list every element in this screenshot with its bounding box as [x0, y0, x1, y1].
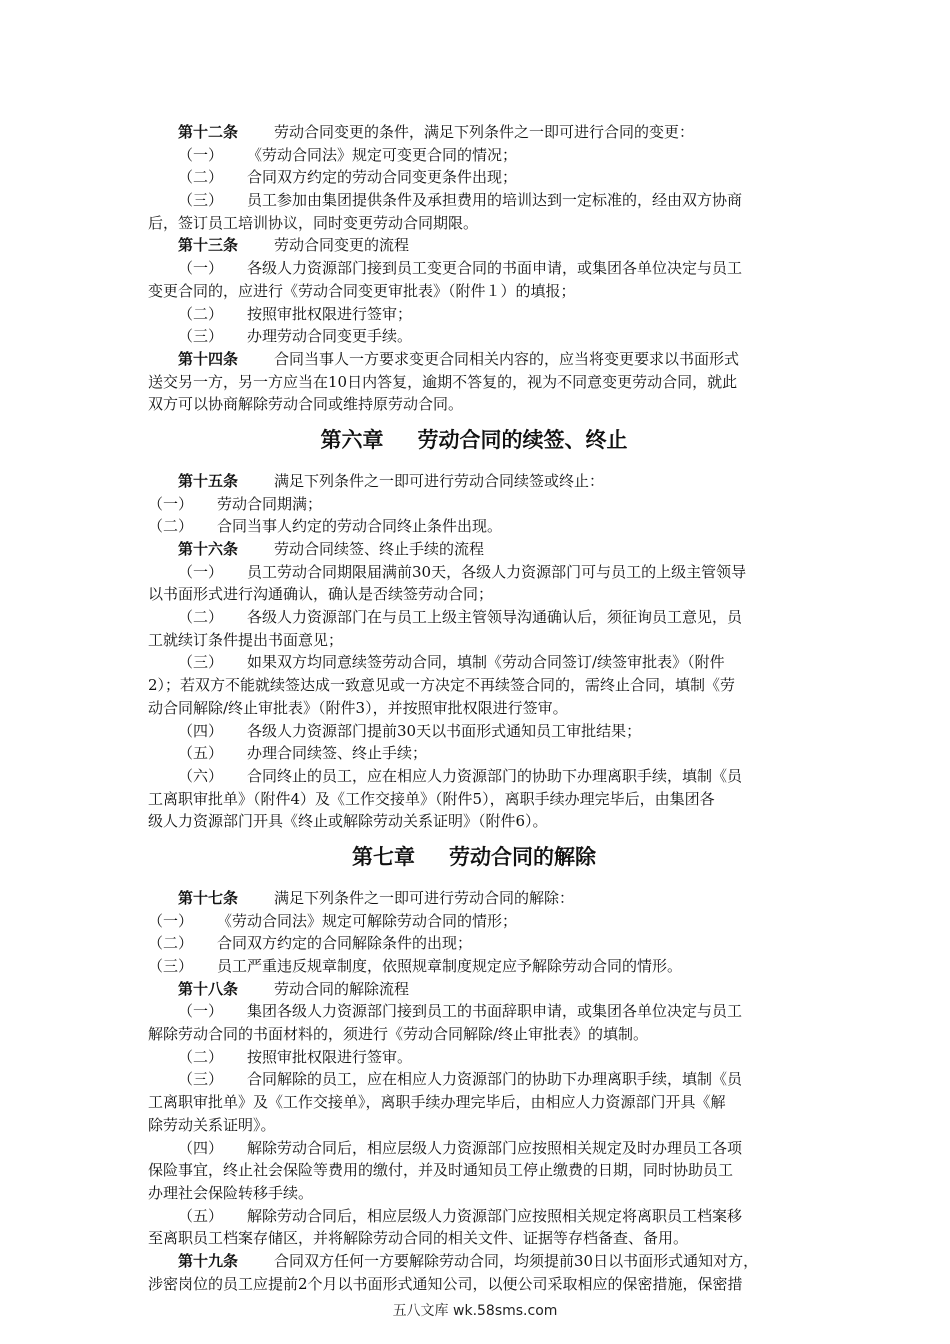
list-item [148, 1205, 800, 1228]
list-item [148, 955, 800, 978]
article-15 [148, 470, 800, 493]
article-text: 劳动合同变更的条件，满足下列条件之一即可进行合同的变更： [274, 123, 695, 141]
list-item [148, 932, 800, 955]
item-number: （六） [178, 766, 224, 785]
item-number: （四） [178, 1138, 224, 1157]
article-text: 劳动合同变更的流程 [274, 236, 410, 255]
article-text: 合同当事人一方要求变更合同相关内容的，应当将变更要求以书面形式 [274, 349, 740, 368]
item-number: （一） [178, 145, 224, 164]
item-number: （一） [148, 911, 194, 930]
chapter-number: 第六章 [320, 427, 384, 452]
article-19 [148, 1250, 800, 1273]
continuation-line: 涉密岗位的员工应提前2个月以书面形式通知公司，以便公司采取相应的保密措施，保密措 [148, 1274, 743, 1293]
article-18 [148, 978, 800, 1001]
article-text: 合同双方任何一方要解除劳动合同，均须提前30日以书面形式通知对方， [274, 1251, 759, 1270]
item-text: 员工劳动合同期限届满前30天，各级人力资源部门可与员工的上级主管领导 [247, 562, 747, 581]
article-text: 满足下列条件之一即可进行劳动合同续签或终止： [274, 471, 605, 490]
article-text: 劳动合同的解除流程 [274, 979, 410, 998]
continuation-line: 解除劳动合同的书面材料的，须进行《劳动合同解除/终止审批表》的填制。 [148, 1025, 649, 1044]
list-item [148, 303, 800, 326]
list-item [148, 606, 800, 629]
item-number: （二） [178, 168, 224, 187]
item-text: 各级人力资源部门接到员工变更合同的书面申请，或集团各单位决定与员工 [247, 259, 743, 278]
list-item [148, 720, 800, 743]
article-title: 第十六条 [178, 540, 239, 558]
chapter-title: 劳动合同的续签、终止 [417, 427, 628, 452]
continuation-line: 动合同解除/终止审批表》（附件3），并按照审批权限进行签审。 [148, 698, 568, 717]
item-number: （一） [148, 494, 194, 513]
article-title: 第十九条 [178, 1251, 239, 1270]
item-number: （三） [178, 1070, 224, 1089]
chapter-6-heading [148, 420, 800, 460]
item-text: 合同双方约定的合同解除条件的出现； [217, 934, 473, 953]
item-text: 解除劳动合同后，相应层级人力资源部门应按照相关规定将离职员工档案移 [247, 1206, 743, 1225]
list-item [148, 1068, 800, 1091]
article-text: 劳动合同续签、终止手续的流程 [274, 540, 485, 558]
item-number: （一） [178, 259, 224, 278]
list-item [148, 561, 800, 584]
item-text: 办理合同续签、终止手续； [247, 744, 428, 763]
article-title: 第十八条 [178, 979, 239, 998]
item-text: 合同解除的员工，应在相应人力资源部门的协助下办理离职手续，填制《员 [247, 1070, 743, 1089]
item-text: 员工严重违反规章制度，依照规章制度规定应予解除劳动合同的情形。 [217, 957, 683, 975]
continuation-line: 以书面形式进行沟通确认，确认是否续签劳动合同； [148, 585, 494, 604]
item-number: （一） [178, 1002, 224, 1021]
item-text: 各级人力资源部门在与员工上级主管领导沟通确认后，须征询员工意见，员 [247, 608, 743, 627]
footer-watermark: 五八文库 wk.58sms.com [392, 1303, 558, 1319]
item-text: 合同当事人约定的劳动合同终止条件出现。 [217, 517, 503, 536]
item-number: （三） [178, 191, 224, 210]
list-item [148, 1046, 800, 1069]
article-14 [148, 348, 800, 371]
list-item [148, 1000, 800, 1023]
article-title: 第十七条 [178, 888, 239, 907]
list-item [148, 166, 800, 189]
item-text: 员工参加由集团提供条件及承担费用的培训达到一定标准的，经由双方协商 [247, 191, 743, 210]
item-number: （五） [178, 744, 224, 763]
list-item [148, 1137, 800, 1160]
continuation-line: 变更合同的，应进行《劳动合同变更审批表》（附件１）的填报； [148, 281, 576, 300]
continuation-line: 保险事宜，终止社会保险等费用的缴付，并及时通知员工停止缴费的日期，同时协助员工 [148, 1161, 734, 1180]
continuation-line: 除劳动关系证明》。 [148, 1115, 276, 1134]
list-item [148, 257, 800, 280]
item-number: （三） [148, 957, 194, 975]
item-text: 集团各级人力资源部门接到员工的书面辞职申请，或集团各单位决定与员工 [247, 1002, 743, 1021]
item-number: （五） [178, 1206, 224, 1225]
continuation-line: 工离职审批单》及《工作交接单》，离职手续办理完毕后，由相应人力资源部门开具《解 [148, 1093, 726, 1112]
list-item [148, 189, 800, 212]
item-number: （四） [178, 721, 224, 740]
item-number: （二） [178, 304, 224, 323]
article-text: 满足下列条件之一即可进行劳动合同的解除： [274, 888, 575, 907]
article-13 [148, 234, 800, 257]
item-text: 合同双方约定的劳动合同变更条件出现； [247, 168, 518, 187]
item-text: 办理劳动合同变更手续。 [247, 327, 413, 346]
item-number: （三） [178, 653, 224, 672]
article-17 [148, 887, 800, 910]
article-title: 第十四条 [178, 349, 239, 368]
article-title: 第十五条 [178, 471, 239, 490]
list-item [148, 515, 800, 538]
list-item [148, 910, 800, 933]
document-body [148, 121, 800, 1295]
continuation-line: 工离职审批单》（附件4）及《工作交接单》（附件5），离职手续办理完毕后，由集团各 [148, 789, 715, 808]
article-16 [148, 538, 800, 561]
item-text: 劳动合同期满； [217, 494, 323, 513]
list-item [148, 742, 800, 765]
article-title: 第十三条 [178, 236, 239, 255]
list-item [148, 493, 800, 516]
item-number: （三） [178, 327, 224, 346]
continuation-line: 工就续订条件提出书面意见； [148, 630, 344, 649]
item-text: 按照审批权限进行签审； [247, 304, 413, 323]
item-text: 按照审批权限进行签审。 [247, 1047, 413, 1066]
item-text: 解除劳动合同后，相应层级人力资源部门应按照相关规定及时办理员工各项 [247, 1138, 743, 1157]
list-item [148, 144, 800, 167]
continuation-line: 双方可以协商解除劳动合同或维持原劳动合同。 [148, 395, 464, 414]
item-number: （一） [178, 562, 224, 581]
chapter-7-heading [148, 837, 800, 877]
list-item [148, 325, 800, 348]
chapter-title: 劳动合同的解除 [449, 844, 596, 869]
item-number: （二） [178, 608, 224, 627]
item-text: 《劳动合同法》规定可变更合同的情况； [247, 145, 518, 164]
continuation-line: 2）；若双方不能就续签达成一致意见或一方决定不再续签合同的，需终止合同，填制《劳 [148, 676, 736, 695]
item-number: （二） [178, 1047, 224, 1066]
continuation-line: 送交另一方，另一方应当在10日内答复，逾期不答复的，视为不同意变更劳动合同，就此 [148, 372, 738, 391]
continuation-line: 办理社会保险转移手续。 [148, 1183, 314, 1202]
item-number: （二） [148, 517, 194, 536]
item-text: 《劳动合同法》规定可解除劳动合同的情形； [217, 911, 518, 930]
continuation-line: 至离职员工档案存储区，并将解除劳动合同的相关文件、证据等存档备查、备用。 [148, 1229, 689, 1248]
continuation-line: 后，签订员工培训协议，同时变更劳动合同期限。 [148, 213, 479, 232]
list-item [148, 651, 800, 674]
item-text: 如果双方均同意续签劳动合同，填制《劳动合同签订/续签审批表》（附件 [247, 653, 725, 672]
item-text: 合同终止的员工，应在相应人力资源部门的协助下办理离职手续，填制《员 [247, 766, 743, 785]
continuation-line: 级人力资源部门开具《终止或解除劳动关系证明》（附件6）。 [148, 812, 548, 831]
item-number: （二） [148, 934, 194, 953]
item-text: 各级人力资源部门提前30天以书面形式通知员工审批结果； [247, 721, 642, 740]
article-12 [148, 121, 800, 144]
list-item [148, 765, 800, 788]
chapter-number: 第七章 [352, 844, 415, 869]
article-title: 第十二条 [178, 123, 239, 141]
